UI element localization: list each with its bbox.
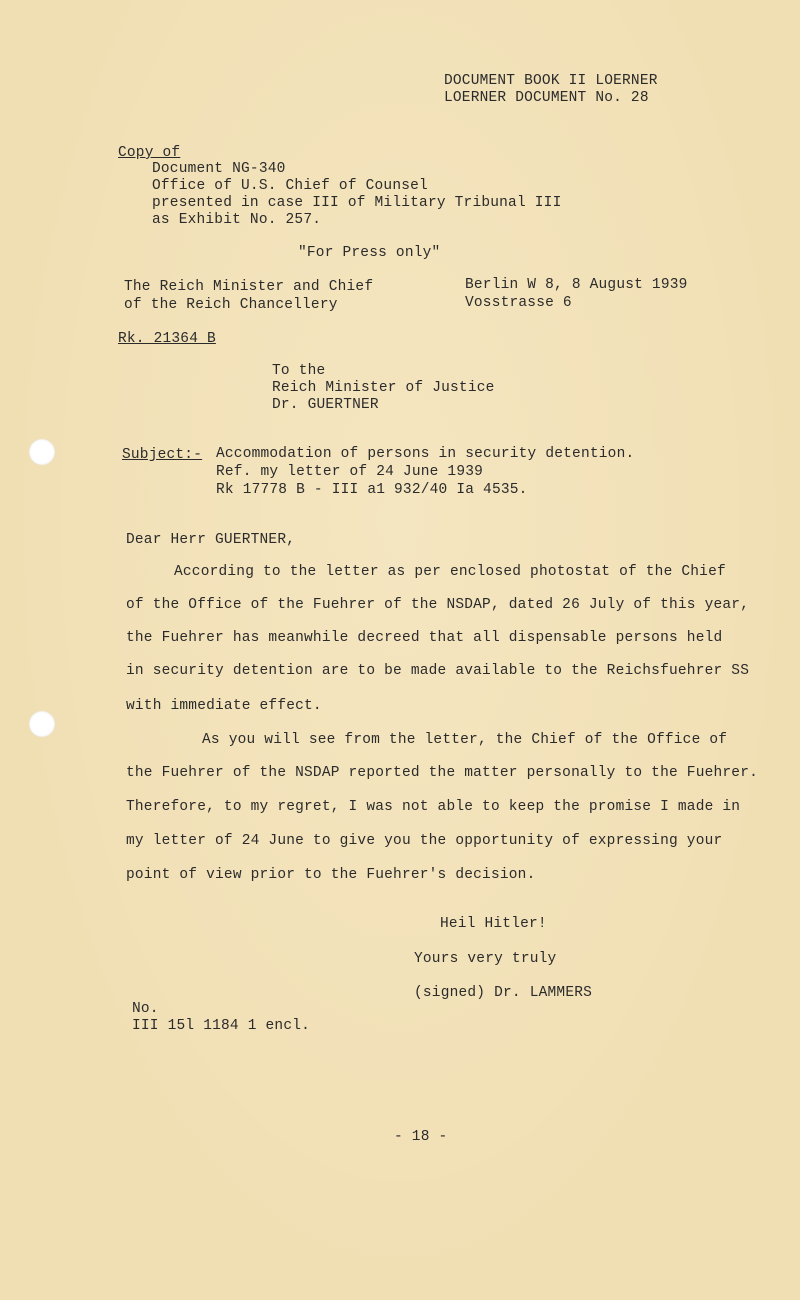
copy-line-1: Document NG-340 [152,161,286,177]
body-para1-line-1: According to the letter as per enclosed photostat of the Chief [174,564,726,580]
closing-signature: (signed) Dr. LAMMERS [414,985,593,1001]
sender-line-1: The Reich Minister and Chief [124,279,374,295]
closing-line-2: Yours very truly [414,951,557,967]
body-para1-line-4: in security detention are to be made available to the Reichsfuehrer SS [126,663,750,679]
subject-line-2: Ref. my letter of 24 June 1939 [216,464,484,480]
subject-label: Subject:- [122,447,203,463]
subject-line-1: Accommodation of persons in security detention. [216,446,635,462]
body-para2-line-2: the Fuehrer of the NSDAP reported the matter personally to the Fuehrer. [126,765,759,781]
copy-line-4: as Exhibit No. 257. [152,212,322,228]
press-note: "For Press only" [298,245,441,261]
punch-hole-bottom [29,711,55,737]
body-para1-line-5: with immediate effect. [126,698,322,714]
reference-number: Rk. 21364 B [118,331,216,347]
punch-hole-top [29,439,55,465]
page-number: - 18 - [394,1129,448,1145]
copy-line-3: presented in case III of Military Tribunal III [152,195,562,211]
recipient-line-2: Reich Minister of Justice [272,380,495,396]
recipient-line-1: To the [272,363,326,379]
header-line-1: DOCUMENT BOOK II LOERNER [444,73,658,89]
header-line-2: LOERNER DOCUMENT No. 28 [444,90,649,106]
recipient-line-3: Dr. GUERTNER [272,397,379,413]
place-date-line-2: Vosstrasse 6 [465,295,572,311]
body-para1-line-3: the Fuehrer has meanwhile decreed that all dispensable persons held [126,630,723,646]
closing-line-1: Heil Hitler! [440,916,547,932]
place-date-line-1: Berlin W 8, 8 August 1939 [465,277,688,293]
subject-line-3: Rk 17778 B - III a1 932/40 Ia 4535. [216,482,528,498]
copy-of-label: Copy of [118,145,181,161]
body-para2-line-4: my letter of 24 June to give you the opportunity of expressing your [126,833,723,849]
footer-ref-line-1: No. [132,1001,159,1017]
copy-line-2: Office of U.S. Chief of Counsel [152,178,428,194]
footer-ref-line-2: III 15l 1184 1 encl. [132,1018,311,1034]
body-para2-line-1: As you will see from the letter, the Chief of the Office of [202,732,728,748]
sender-line-2: of the Reich Chancellery [124,297,338,313]
body-para1-line-2: of the Office of the Fuehrer of the NSDAP, dated 26 July of this year, [126,597,750,613]
body-para2-line-3: Therefore, to my regret, I was not able to keep the promise I made in [126,799,741,815]
body-para2-line-5: point of view prior to the Fuehrer's decision. [126,867,536,883]
salutation: Dear Herr GUERTNER, [126,532,296,548]
